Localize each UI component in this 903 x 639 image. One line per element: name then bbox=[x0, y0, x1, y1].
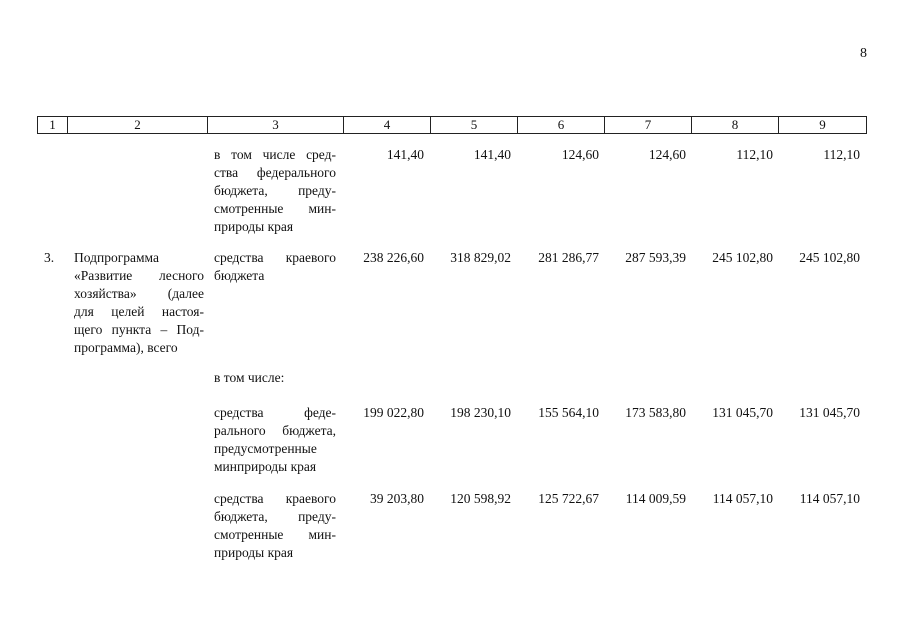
value-cell: 287 593,39 bbox=[625, 250, 686, 265]
value-cell: 39 203,80 bbox=[370, 491, 424, 506]
program-name-line: «Развитие лесного bbox=[74, 268, 204, 283]
value-cell: 173 583,80 bbox=[625, 405, 686, 420]
value-cell: 124,60 bbox=[648, 147, 686, 162]
source-line: рального бюджета, bbox=[214, 423, 336, 438]
value-cell: 124,60 bbox=[561, 147, 599, 162]
funding-source-cell bbox=[214, 369, 336, 387]
program-name-line: щего пункта – Под- bbox=[74, 322, 204, 337]
program-name-line: для целей настоя- bbox=[74, 304, 204, 319]
program-name-line: Подпрограмма bbox=[74, 250, 159, 265]
value-cell: 112,10 bbox=[823, 147, 860, 162]
source-line: ства федерального bbox=[214, 165, 336, 180]
header-cell: 6 bbox=[518, 117, 605, 134]
program-name-line: хозяйства» (далее bbox=[74, 286, 204, 301]
value-cell: 198 230,10 bbox=[450, 405, 511, 420]
value-cell: 114 057,10 bbox=[799, 491, 860, 506]
value-cell: 281 286,77 bbox=[538, 250, 599, 265]
value-cell: 131 045,70 bbox=[799, 405, 860, 420]
header-cell: 1 bbox=[38, 117, 68, 134]
value-cell: 155 564,10 bbox=[538, 405, 599, 420]
column-number-header bbox=[37, 116, 867, 134]
header-cell: 5 bbox=[431, 117, 518, 134]
value-cell: 141,40 bbox=[473, 147, 511, 162]
source-line: минприроды края bbox=[214, 459, 317, 474]
header-cell: 3 bbox=[208, 117, 344, 134]
value-cell: 245 102,80 bbox=[712, 250, 773, 265]
funding-source-cell bbox=[214, 249, 336, 285]
source-line: смотренные мин- bbox=[214, 527, 336, 542]
source-line: в том числе сред- bbox=[214, 147, 336, 162]
source-line: средства краевого bbox=[214, 491, 336, 506]
header-cell: 8 bbox=[692, 117, 779, 134]
value-cell: 318 829,02 bbox=[450, 250, 511, 265]
value-cell: 125 722,67 bbox=[538, 491, 599, 506]
value-cell: 238 226,60 bbox=[363, 250, 424, 265]
funding-source-cell bbox=[214, 490, 336, 562]
value-cell: 141,40 bbox=[386, 147, 424, 162]
header-cell: 4 bbox=[344, 117, 431, 134]
funding-source-cell bbox=[214, 146, 336, 236]
value-cell: 114 057,10 bbox=[712, 491, 773, 506]
source-line: бюджета, преду- bbox=[214, 509, 336, 524]
value-cell: 245 102,80 bbox=[799, 250, 860, 265]
program-name-cell bbox=[74, 249, 204, 357]
value-cell: 199 022,80 bbox=[363, 405, 424, 420]
funding-source-cell bbox=[214, 404, 336, 476]
value-cell: 120 598,92 bbox=[450, 491, 511, 506]
source-line: средства краевого bbox=[214, 250, 336, 265]
program-name-line: программа), всего bbox=[74, 340, 178, 355]
source-line: в том числе: bbox=[214, 370, 285, 385]
source-line: природы края bbox=[214, 545, 294, 560]
value-cell: 112,10 bbox=[736, 147, 773, 162]
row-number: 3. bbox=[44, 250, 55, 265]
header-row bbox=[38, 117, 867, 134]
value-cell: 114 009,59 bbox=[625, 491, 686, 506]
source-line: природы края bbox=[214, 219, 294, 234]
source-line: бюджета, преду- bbox=[214, 183, 336, 198]
header-cell: 7 bbox=[605, 117, 692, 134]
source-line: смотренные мин- bbox=[214, 201, 336, 216]
source-line: бюджета bbox=[214, 268, 265, 283]
source-line: средства феде- bbox=[214, 405, 336, 420]
source-line: предусмотренные bbox=[214, 441, 317, 456]
page-number: 8 bbox=[860, 46, 867, 61]
value-cell: 131 045,70 bbox=[712, 405, 773, 420]
header-cell: 2 bbox=[68, 117, 208, 134]
header-cell: 9 bbox=[779, 117, 867, 134]
